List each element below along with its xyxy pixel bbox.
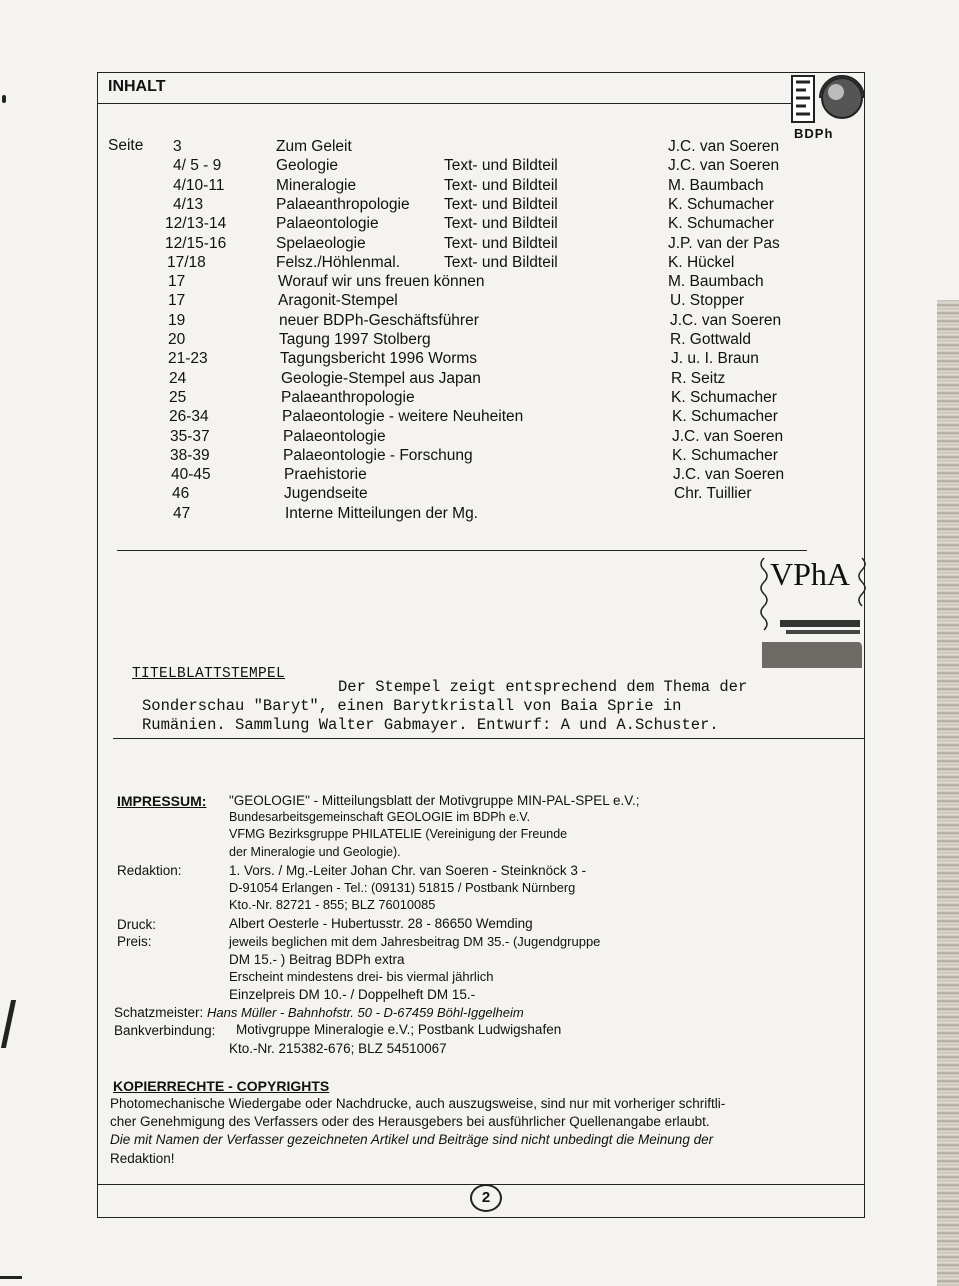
toc-page: 20	[168, 331, 186, 348]
toc-page: 35-37	[170, 427, 210, 445]
scan-mark-left-bracket	[1, 1000, 28, 1048]
toc-author: J.C. van Soeren	[673, 466, 785, 484]
toc-type: Text- und Bildteil	[444, 253, 558, 271]
toc-author: U. Stopper	[670, 292, 745, 310]
copyright-line-4: Redaktion!	[110, 1151, 175, 1166]
toc-page: 40-45	[171, 466, 211, 484]
impressum-line-1: "GEOLOGIE" - Mitteilungsblatt der Motivgruppe MIN-PAL-SPEL e.V.;	[229, 793, 640, 808]
toc-title: Palaeontologie	[276, 215, 379, 233]
redaktion-line-2: D-91054 Erlangen - Tel.: (09131) 51815 / Postbank Nürnberg	[229, 880, 576, 895]
toc-page: 17	[168, 273, 186, 291]
druck-label: Druck:	[117, 917, 157, 932]
toc-type: Text- und Bildteil	[444, 157, 558, 175]
toc-author: J.P. van der Pas	[668, 234, 780, 252]
toc-page: 47	[173, 504, 191, 522]
toc-page: 4/ 5 - 9	[173, 157, 222, 175]
toc-title: Geologie-Stempel aus Japan	[281, 369, 481, 387]
impressum-line-4: der Mineralogie und Geologie).	[229, 845, 401, 859]
toc-page: 21-23	[168, 350, 208, 368]
toc-title: Palaeontologie - weitere Neuheiten	[282, 408, 524, 426]
titelblatt-heading: TITELBLATTSTEMPEL	[132, 666, 286, 682]
toc-page: 17	[168, 292, 186, 310]
bdph-logo	[790, 72, 868, 144]
vpha-logo	[758, 554, 868, 670]
section-divider-toc	[117, 550, 807, 551]
page-number-circle	[470, 1184, 502, 1212]
toc-author: K. Schumacher	[668, 215, 774, 233]
toc-page: 4/13	[173, 195, 204, 213]
toc-page: 12/13-14	[165, 215, 227, 233]
toc-author: R. Seitz	[671, 369, 726, 387]
toc-author: J.C. van Soeren	[670, 311, 782, 329]
copyright-heading: KOPIERRECHTE - COPYRIGHTS	[113, 1078, 330, 1094]
toc-title: Worauf wir uns freuen können	[278, 273, 485, 291]
preis-line-2: DM 15.- ) Beitrag BDPh extra	[229, 952, 405, 967]
copyright-line-3: Die mit Namen der Verfasser gezeichneten Artikel und Beiträge sind nicht unbedingt die Meinung der	[110, 1132, 714, 1147]
scan-mark-bottom	[0, 1276, 22, 1279]
toc-author: M. Baumbach	[668, 176, 764, 194]
druck-value: Albert Oesterle - Hubertusstr. 28 - 86650 Wemding	[229, 916, 533, 931]
toc-author: K. Schumacher	[672, 446, 778, 464]
titelblatt-line-3: Rumänien. Sammlung Walter Gabmayer. Entwurf: A und A.Schuster.	[142, 716, 719, 734]
header-divider	[97, 103, 797, 104]
toc-title: Palaeontologie	[283, 427, 386, 445]
impressum-line-2: Bundesarbeitsgemeinschaft GEOLOGIE im BDPh e.V.	[229, 810, 531, 824]
toc-table	[0, 137, 959, 527]
impressum-heading: IMPRESSUM:	[117, 793, 207, 809]
toc-title: Aragonit-Stempel	[278, 292, 398, 310]
toc-author: J.C. van Soeren	[668, 157, 780, 175]
preis-line-3: Erscheint mindestens drei- bis viermal jährlich	[229, 969, 494, 984]
toc-title: Jugendseite	[284, 485, 368, 503]
toc-page: 4/10-11	[173, 176, 225, 194]
toc-title: Praehistorie	[284, 466, 367, 484]
toc-author: J.C. van Soeren	[668, 138, 780, 155]
toc-type: Text- und Bildteil	[444, 234, 558, 252]
bankverbindung-line-1: Motivgruppe Mineralogie e.V.; Postbank Ludwigshafen	[236, 1022, 562, 1037]
toc-page: 17/18	[167, 253, 206, 271]
section-divider-titelblatt	[113, 738, 865, 739]
toc-type: Text- und Bildteil	[444, 215, 558, 233]
preis-label: Preis:	[117, 934, 152, 949]
vpha-logo-text: VPhA	[770, 556, 851, 592]
page-number: 2	[481, 1189, 491, 1206]
toc-title: Zum Geleit	[276, 138, 352, 155]
copyright-line-1: Photomechanische Wiedergabe oder Nachdrucke, auch auszugsweise, sind nur mit vorheriger schriftli-	[110, 1096, 726, 1111]
redaktion-label: Redaktion:	[117, 863, 182, 878]
toc-title: Mineralogie	[276, 176, 357, 194]
schatzmeister-value: Hans Müller - Bahnhofstr. 50 - D-67459 Böhl-Iggelheim	[207, 1005, 524, 1020]
toc-title: Palaeanthropologie	[281, 388, 415, 406]
impressum-line-3: VFMG Bezirksgruppe PHILATELIE (Vereinigung der Freunde	[229, 827, 568, 841]
toc-title: Geologie	[276, 157, 339, 175]
redaktion-line-1: 1. Vors. / Mg.-Leiter Johan Chr. van Soeren - Steinknöck 3 -	[229, 863, 587, 878]
toc-seite-label: Seite	[108, 137, 144, 154]
scan-mark-left	[2, 95, 6, 103]
toc-author: J. u. I. Braun	[671, 350, 759, 368]
toc-page: 25	[169, 388, 187, 406]
preis-line-1: jeweils beglichen mit dem Jahresbeitrag DM 35.- (Jugendgruppe	[229, 934, 601, 949]
bankverbindung-line-2: Kto.-Nr. 215382-676; BLZ 54510067	[229, 1041, 447, 1056]
toc-author: K. Hückel	[668, 253, 735, 271]
toc-page: 3	[173, 138, 182, 155]
toc-author: K. Schumacher	[671, 388, 777, 406]
titelblatt-line-1: Der Stempel zeigt entsprechend dem Thema der	[338, 678, 748, 696]
toc-title: neuer BDPh-Geschäftsführer	[279, 311, 479, 329]
toc-author: R. Gottwald	[670, 331, 751, 348]
toc-page: 19	[168, 311, 186, 329]
toc-author: Chr. Tuillier	[674, 485, 752, 503]
bankverbindung-label: Bankverbindung:	[114, 1023, 216, 1038]
page-title: INHALT	[108, 78, 166, 95]
toc-title: Tagung 1997 Stolberg	[279, 331, 431, 348]
toc-page: 38-39	[170, 446, 210, 464]
toc-page: 26-34	[169, 408, 209, 426]
toc-author: M. Baumbach	[668, 273, 764, 291]
toc-author: J.C. van Soeren	[672, 427, 784, 445]
toc-title: Palaeontologie - Forschung	[283, 446, 473, 464]
redaktion-line-3: Kto.-Nr. 82721 - 855; BLZ 76010085	[229, 897, 436, 912]
preis-line-4: Einzelpreis DM 10.- / Doppelheft DM 15.-	[229, 987, 476, 1002]
copyright-line-2: cher Genehmigung des Verfassers oder des Herausgebers bei ausführlicher Quellenangabe erlaubt.	[110, 1114, 710, 1129]
toc-title: Tagungsbericht 1996 Worms	[280, 350, 478, 368]
toc-page: 24	[169, 369, 187, 387]
titelblatt-line-2: Sonderschau "Baryt", einen Barytkristall von Baia Sprie in	[142, 697, 682, 715]
toc-page: 46	[172, 485, 190, 503]
schatzmeister-label: Schatzmeister:	[114, 1005, 204, 1020]
bdph-logo-text: BDPh	[794, 126, 834, 141]
toc-page: 12/15-16	[165, 234, 227, 252]
toc-title: Palaeanthropologie	[276, 195, 410, 213]
toc-author: K. Schumacher	[672, 408, 778, 426]
toc-title: Felsz./Höhlenmal.	[276, 253, 401, 271]
toc-type: Text- und Bildteil	[444, 195, 558, 213]
toc-title: Interne Mitteilungen der Mg.	[285, 504, 478, 522]
toc-author: K. Schumacher	[668, 195, 774, 213]
toc-title: Spelaeologie	[276, 234, 366, 252]
toc-type: Text- und Bildteil	[444, 176, 558, 194]
